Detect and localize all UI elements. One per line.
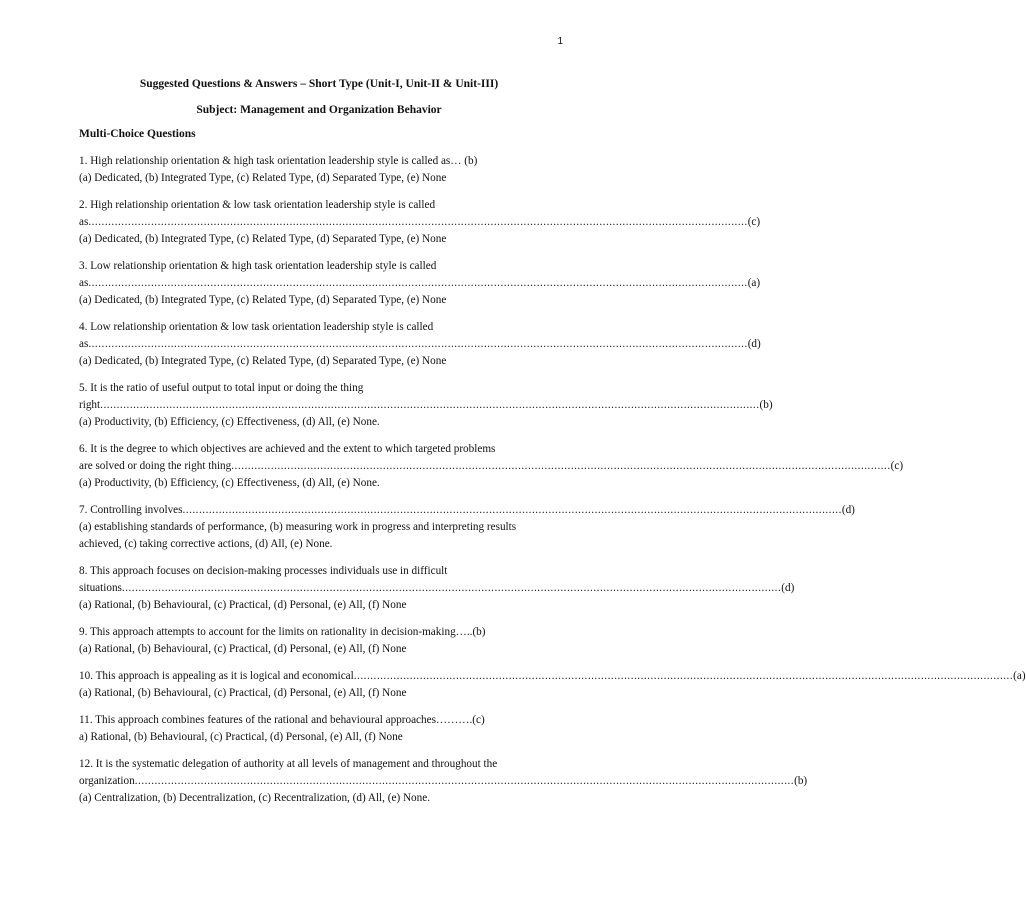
- question-item: [79, 624, 561, 658]
- dot-leader: ........................................................................................................................................................................................................: [88, 277, 748, 289]
- dot-leader: ........................................................................................................................................................................................................: [231, 460, 891, 472]
- answer-options: (a) Productivity, (b) Efficiency, (c) Effectiveness, (d) All, (e) None.: [79, 477, 380, 489]
- question-item: [79, 502, 855, 553]
- question-text: 8. This approach focuses on decision-making processes individuals use in difficult: [79, 565, 448, 577]
- question-text: 4. Low relationship orientation & low task orientation leadership style is called: [79, 321, 434, 333]
- answer-key: (d): [841, 504, 855, 516]
- answer-options: (a) Productivity, (b) Efficiency, (c) Effectiveness, (d) All, (e) None.: [79, 416, 380, 428]
- answer-key: (d): [781, 582, 795, 594]
- answer-leader-line: [79, 502, 855, 519]
- question-text: 1. High relationship orientation & high task orientation leadership style is called as… (b): [79, 155, 478, 167]
- question-text: 5. It is the ratio of useful output to total input or doing the thing: [79, 382, 364, 394]
- question-text: 6. It is the degree to which objectives are achieved and the extent to which targeted problems: [79, 443, 496, 455]
- question-text: 2. High relationship orientation & low task orientation leadership style is called: [79, 199, 436, 211]
- dot-leader: ........................................................................................................................................................................................................: [134, 775, 795, 787]
- question-text: 9. This approach attempts to account for the limits on rationality in decision-making…..(b): [79, 626, 486, 638]
- answer-leader-line: [79, 580, 795, 597]
- question-text: situations: [79, 582, 122, 594]
- dot-leader: ........................................................................................................................................................................................................: [100, 399, 760, 411]
- answer-leader-line: [79, 336, 761, 353]
- question-text: 10. This approach is appealing as it is logical and economical: [79, 670, 354, 682]
- answer-leader-line: [79, 214, 761, 231]
- dot-leader: ........................................................................................................................................................................................................: [353, 670, 1014, 682]
- question-list: [79, 153, 1026, 817]
- dot-leader: ........................................................................................................................................................................................................: [121, 582, 782, 594]
- answer-key: (d): [747, 338, 761, 350]
- answer-leader-line: [79, 458, 904, 475]
- question-item: [79, 258, 761, 309]
- question-text: 11. This approach combines features of the rational and behavioural approaches……….(c): [79, 714, 485, 726]
- question-item: [79, 712, 561, 746]
- dot-leader: ........................................................................................................................................................................................................: [88, 338, 748, 350]
- answer-options: (a) Dedicated, (b) Integrated Type, (c) Related Type, (d) Separated Type, (e) None: [79, 172, 447, 184]
- answer-options: (a) Dedicated, (b) Integrated Type, (c) Related Type, (d) Separated Type, (e) None: [79, 355, 447, 367]
- question-text: right: [79, 399, 101, 411]
- answer-options: a) Rational, (b) Behavioural, (c) Practical, (d) Personal, (e) All, (f) None: [79, 731, 403, 743]
- section-heading: Multi-Choice Questions: [79, 128, 196, 140]
- document-title: Suggested Questions & Answers – Short Type (Unit-I, Unit-II & Unit-III): [139, 78, 499, 90]
- answer-options: (a) Dedicated, (b) Integrated Type, (c) Related Type, (d) Separated Type, (e) None: [79, 233, 447, 245]
- question-text: as: [79, 216, 89, 228]
- answer-key: (b): [759, 399, 773, 411]
- answer-key: (a): [1013, 670, 1026, 682]
- answer-leader-line: [79, 668, 1026, 685]
- answer-leader-line: [79, 397, 773, 414]
- dot-leader: ........................................................................................................................................................................................................: [88, 216, 748, 228]
- question-text: as: [79, 277, 89, 289]
- answer-options: (a) Rational, (b) Behavioural, (c) Practical, (d) Personal, (e) All, (f) None: [79, 599, 407, 611]
- question-text: as: [79, 338, 89, 350]
- dot-leader: ........................................................................................................................................................................................................: [182, 504, 842, 516]
- question-text: organization: [79, 775, 135, 787]
- answer-leader-line: [79, 773, 808, 790]
- page-number: 1: [557, 36, 563, 47]
- subject-line: Subject: Management and Organization Behavior: [196, 104, 442, 116]
- answer-options: (a) Centralization, (b) Decentralization, (c) Recentralization, (d) All, (e) None.: [79, 792, 431, 804]
- answer-leader-line: [79, 275, 761, 292]
- answer-options: (a) Dedicated, (b) Integrated Type, (c) Related Type, (d) Separated Type, (e) None: [79, 294, 447, 306]
- answer-key: (b): [794, 775, 808, 787]
- answer-options: (a) Rational, (b) Behavioural, (c) Practical, (d) Personal, (e) All, (f) None: [79, 643, 407, 655]
- question-item: [79, 380, 773, 431]
- question-item: [79, 153, 561, 187]
- question-text: 3. Low relationship orientation & high task orientation leadership style is called: [79, 260, 437, 272]
- question-text: 12. It is the systematic delegation of authority at all levels of management and throughout the: [79, 758, 498, 770]
- question-item: [79, 441, 904, 492]
- question-item: [79, 756, 808, 807]
- question-text: are solved or doing the right thing: [79, 460, 232, 472]
- question-item: [79, 563, 795, 614]
- answer-key: (a): [747, 277, 761, 289]
- question-text: 7. Controlling involves: [79, 504, 183, 516]
- answer-options: (a) Rational, (b) Behavioural, (c) Practical, (d) Personal, (e) All, (f) None: [79, 687, 407, 699]
- answer-key: (c): [747, 216, 761, 228]
- question-item: [79, 668, 1026, 702]
- question-item: [79, 197, 761, 248]
- answer-key: (c): [890, 460, 904, 472]
- answer-options: (a) establishing standards of performance, (b) measuring work in progress and interpreting results achieved, (c) taking corrective actions, (d) All, (e) None.: [79, 521, 517, 550]
- question-item: [79, 319, 761, 370]
